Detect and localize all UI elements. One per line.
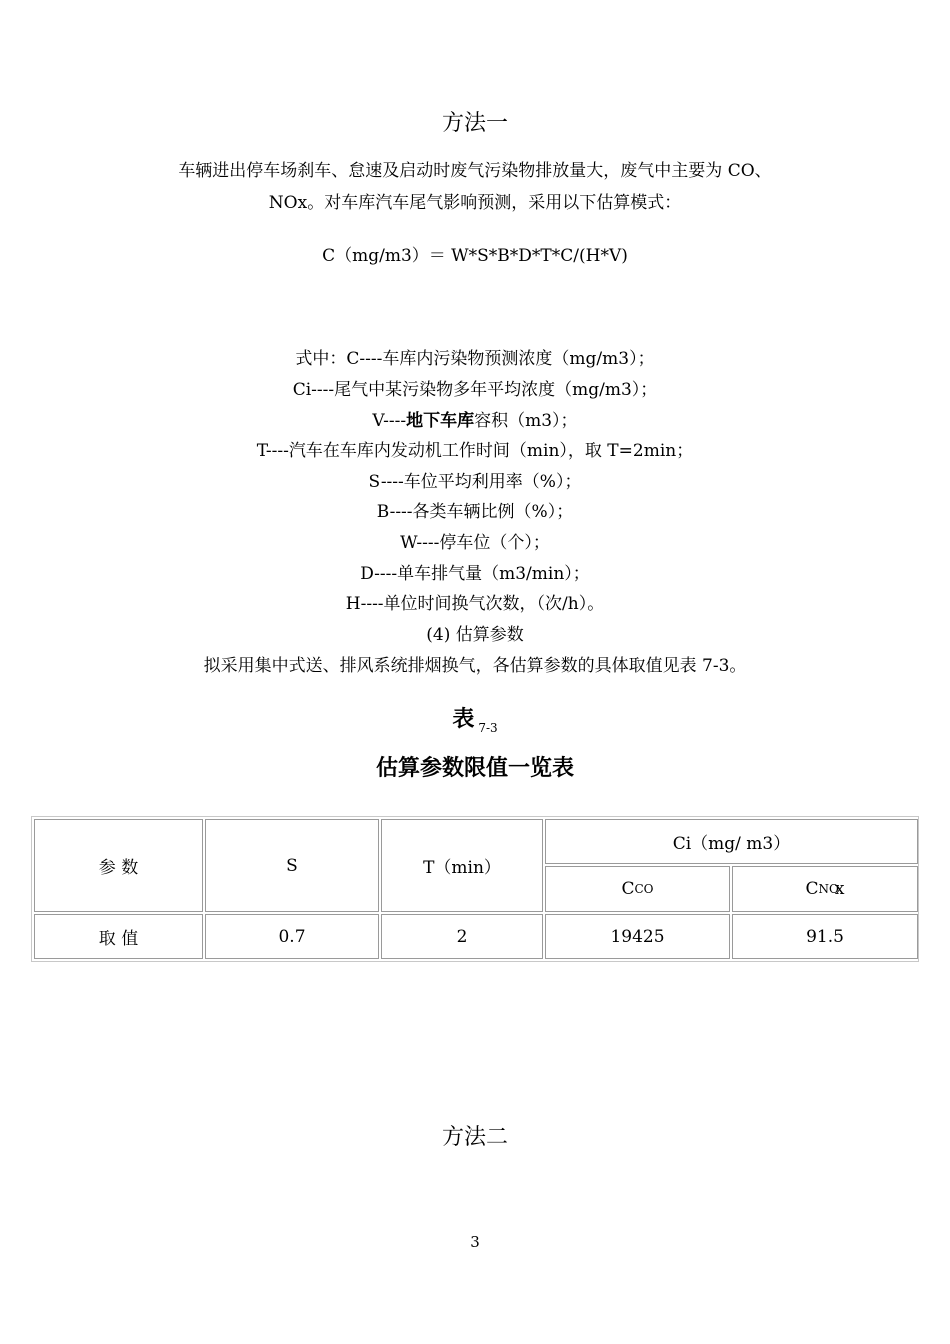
- section-label: (4) 估算参数: [426, 625, 524, 645]
- def-b: B----各类车辆比例（%）；: [376, 502, 574, 522]
- header-param: 参 数: [34, 819, 203, 912]
- formula: C（mg/m3）＝ W*S*B*D*T*C/(H*V): [322, 246, 628, 266]
- table-label: [0, 702, 950, 735]
- def-s: S----车位平均利用率（%）；: [368, 472, 582, 492]
- header-cco-sub: CO: [634, 882, 654, 896]
- header-cco: [545, 866, 730, 912]
- def-v: [0, 406, 950, 431]
- header-cnox-sub: NO: [818, 882, 839, 896]
- method2-heading: 方法二: [441, 1125, 508, 1150]
- intro-line-1: 车辆进出停车场刹车、怠速及启动时废气污染物排放量大，废气中主要为 CO、: [178, 161, 772, 181]
- header-ci: Ci（mg/ m3）: [545, 819, 918, 864]
- header-cnox: [732, 866, 918, 912]
- def-t: T----汽车在车库内发动机工作时间（min），取 T=2min；: [256, 441, 694, 461]
- parameter-table: [31, 816, 919, 962]
- header-s: S: [205, 819, 379, 912]
- header-t: T（min）: [381, 819, 543, 912]
- header-cnox-x: x: [834, 879, 845, 899]
- def-c: 式中：C----车库内污染物预测浓度（mg/m3）；: [295, 349, 655, 369]
- def-h: H----单位时间换气次数，（次/h）。: [345, 594, 605, 614]
- value-cnox: 91.5: [732, 914, 918, 959]
- def-v-bold: 地下车库: [406, 411, 475, 431]
- header-cnox-main: C: [805, 879, 819, 899]
- value-cco: 19425: [545, 914, 730, 959]
- value-t: 2: [381, 914, 543, 959]
- def-v-suffix: 容积（m3）；: [474, 411, 578, 431]
- table-number: 7-3: [478, 721, 498, 735]
- def-ci: Ci----尾气中某污染物多年平均浓度（mg/m3）；: [292, 380, 658, 400]
- table-title: 估算参数限值一览表: [375, 755, 574, 781]
- header-cco-main: C: [621, 879, 635, 899]
- def-d: D----单车排气量（m3/min）；: [360, 564, 590, 584]
- value-s: 0.7: [205, 914, 379, 959]
- method1-heading: 方法一: [441, 111, 508, 136]
- table-label-text: 表: [452, 706, 475, 732]
- row-label: 取 值: [34, 914, 203, 959]
- def-w: W----停车位（个）；: [400, 533, 550, 553]
- def-v-prefix: V----: [372, 411, 407, 431]
- section-text: 拟采用集中式送、排风系统排烟换气，各估算参数的具体取值见表 7-3。: [203, 656, 747, 676]
- page-number: 3: [470, 1233, 480, 1251]
- intro-line-2: NOx。对车库汽车尾气影响预测，采用以下估算模式：: [268, 193, 682, 213]
